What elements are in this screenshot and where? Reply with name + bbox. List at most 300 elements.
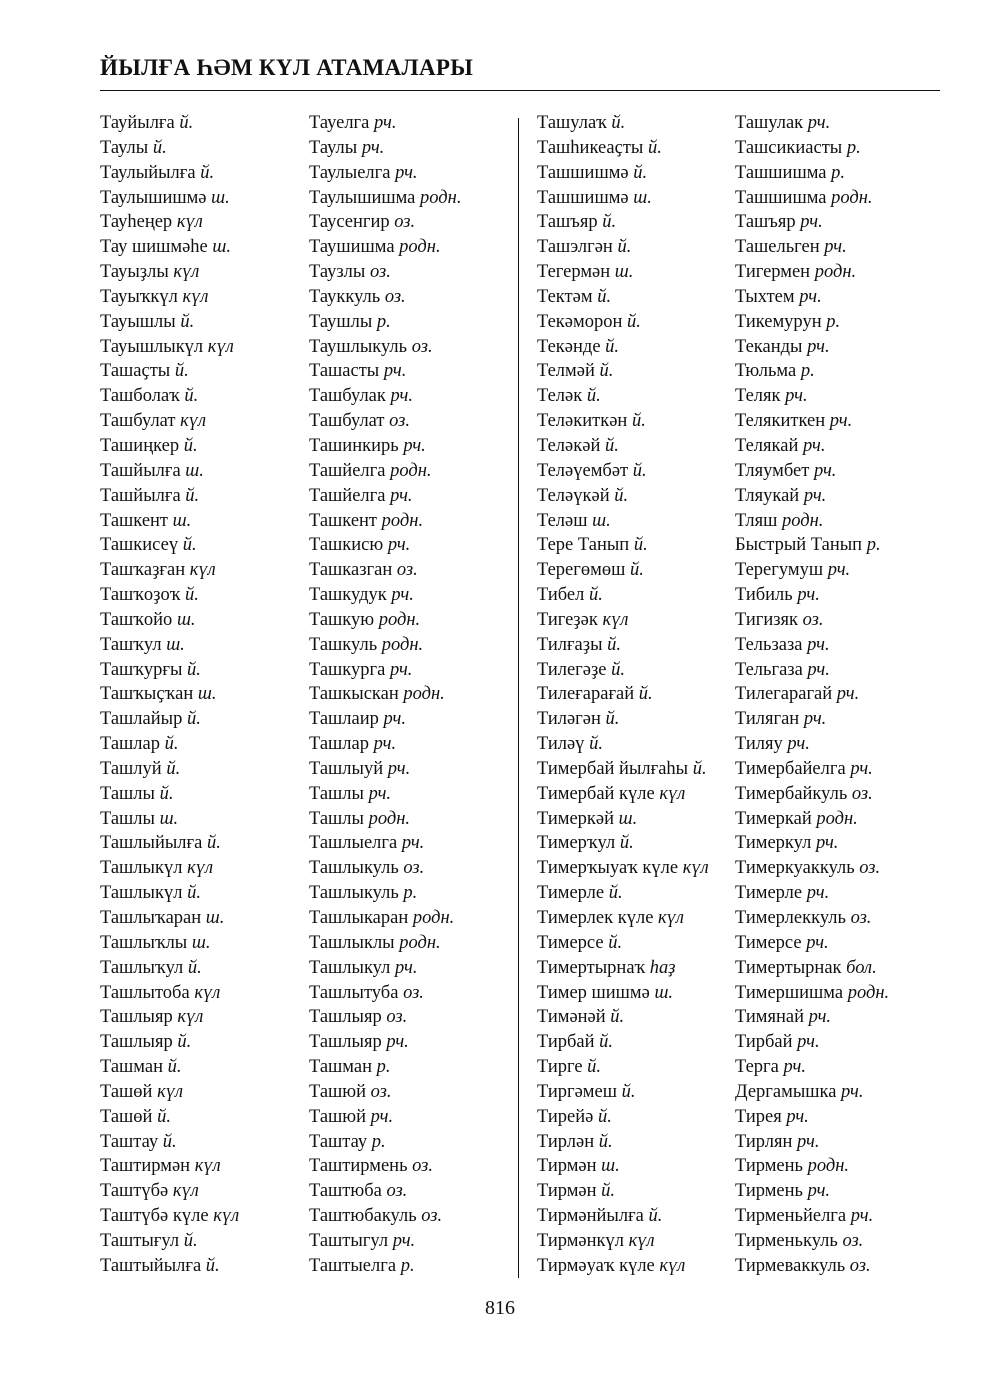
- dictionary-entry: [309, 956, 461, 981]
- entry-type-abbreviation: ш.: [614, 262, 634, 283]
- entry-type-abbreviation: рч.: [807, 659, 830, 680]
- entry-word: Тилеғарағай: [537, 684, 635, 705]
- entry-word: Тирменькуль: [735, 1230, 838, 1251]
- entry-type-abbreviation: рч.: [836, 684, 860, 705]
- bashkir-names-column-1: [100, 111, 239, 1279]
- entry-word: Тиргәмеш: [537, 1081, 617, 1102]
- entry-type-abbreviation: күл: [182, 286, 209, 307]
- entry-word: Тимерле: [735, 883, 803, 904]
- dictionary-entry: [537, 335, 709, 360]
- entry-word: Таштюба: [309, 1181, 382, 1202]
- dictionary-entry: [309, 707, 461, 732]
- entry-word: Ташбулак: [309, 386, 386, 407]
- entry-type-abbreviation: й.: [167, 1057, 182, 1078]
- dictionary-entry: [100, 186, 239, 211]
- entry-type-abbreviation: күл: [628, 1230, 655, 1251]
- entry-type-abbreviation: рч.: [390, 485, 413, 506]
- entry-type-abbreviation: оз.: [369, 262, 391, 283]
- dictionary-entry: [537, 1005, 709, 1030]
- page-number: 816: [485, 1297, 515, 1319]
- entry-word: Тимерҡыуаҡ күле: [537, 858, 679, 879]
- dictionary-entry: [100, 285, 239, 310]
- dictionary-entry: [537, 136, 709, 161]
- entry-word: Тимерлек күле: [537, 908, 654, 928]
- entry-type-abbreviation: ш.: [191, 932, 211, 953]
- dictionary-entry: [537, 558, 709, 583]
- entry-type-abbreviation: рч.: [800, 212, 823, 233]
- entry-word: Ташлыҡаран: [100, 908, 202, 928]
- dictionary-entry: [537, 434, 709, 459]
- dictionary-entry: [309, 235, 461, 260]
- entry-word: Таулы: [309, 137, 358, 158]
- entry-word: Тимербайелга: [735, 758, 846, 779]
- entry-type-abbreviation: й.: [182, 535, 197, 556]
- entry-word: Тилегәҙе: [537, 659, 607, 680]
- entry-word: Тельзаза: [735, 634, 803, 655]
- entry-word: Ташкуль: [309, 634, 378, 655]
- entry-type-abbreviation: р.: [800, 361, 815, 382]
- dictionary-entry: [735, 1130, 889, 1155]
- entry-type-abbreviation: рч.: [850, 1206, 874, 1227]
- dictionary-entry: [537, 509, 709, 534]
- dictionary-entry: [100, 1229, 239, 1254]
- entry-word: Ташлы: [309, 783, 364, 804]
- dictionary-entry: [537, 1229, 709, 1254]
- entry-type-abbreviation: рч.: [373, 734, 397, 755]
- dictionary-entry: [100, 533, 239, 558]
- entry-type-abbreviation: ш.: [212, 237, 231, 258]
- entry-type-abbreviation: ш.: [601, 1156, 620, 1177]
- entry-word: Тирлән: [537, 1131, 595, 1152]
- dictionary-entry: [100, 1130, 239, 1155]
- entry-type-abbreviation: р.: [831, 162, 845, 183]
- entry-word: Тимерсе: [537, 932, 604, 953]
- entry-type-abbreviation: оз.: [370, 1081, 392, 1102]
- entry-word: Таштау: [100, 1131, 159, 1152]
- entry-type-abbreviation: й.: [614, 485, 629, 506]
- entry-type-abbreviation: й.: [157, 1106, 171, 1127]
- entry-word: Таштау: [309, 1131, 368, 1152]
- entry-word: Ташйылға: [100, 460, 181, 481]
- entry-word: Ташлыяр: [100, 1007, 173, 1028]
- entry-word: Теләкәй: [537, 435, 601, 456]
- entry-type-abbreviation: рч.: [829, 411, 853, 432]
- entry-word: Тляукай: [735, 485, 800, 506]
- dictionary-entry: [735, 384, 889, 409]
- entry-word: Ташҡул: [100, 634, 162, 655]
- entry-type-abbreviation: ш.: [185, 460, 204, 481]
- entry-type-abbreviation: рч.: [386, 1032, 409, 1053]
- entry-word: Тимербай йылғаһы: [537, 758, 689, 779]
- entry-type-abbreviation: й.: [648, 1206, 663, 1227]
- dictionary-entry: [735, 1179, 889, 1204]
- entry-type-abbreviation: родн.: [378, 609, 421, 630]
- entry-type-abbreviation: рч.: [389, 659, 413, 680]
- entry-type-abbreviation: рч.: [361, 137, 385, 158]
- entry-type-abbreviation: й.: [608, 932, 623, 953]
- russian-names-column-2: [735, 111, 889, 1279]
- entry-type-abbreviation: оз.: [389, 411, 410, 432]
- dictionary-entry: [309, 1055, 461, 1080]
- entry-word: Тимәнәй: [537, 1007, 606, 1028]
- dictionary-entry: [735, 956, 889, 981]
- entry-word: Тиляу: [735, 734, 783, 755]
- entry-type-abbreviation: күл: [658, 908, 685, 928]
- entry-type-abbreviation: рч.: [807, 336, 830, 357]
- entry-type-abbreviation: күл: [180, 411, 207, 432]
- entry-word: Тирейә: [537, 1106, 594, 1127]
- entry-word: Ташман: [309, 1057, 372, 1078]
- dictionary-entry: [309, 285, 461, 310]
- dictionary-entry: [735, 608, 889, 633]
- entry-word: Таулыелга: [309, 162, 391, 183]
- entry-type-abbreviation: й.: [599, 361, 614, 382]
- dictionary-entry: [735, 881, 889, 906]
- entry-word: Тирмәнйылға: [537, 1206, 644, 1227]
- entry-type-abbreviation: й.: [162, 1131, 177, 1152]
- entry-word: Ташболаҡ: [100, 386, 180, 407]
- entry-word: Таушлы: [309, 311, 373, 332]
- dictionary-entry: [100, 658, 239, 683]
- dictionary-entry: [100, 707, 239, 732]
- entry-word: Ташбулат: [309, 411, 385, 432]
- entry-type-abbreviation: й.: [187, 957, 202, 978]
- entry-type-abbreviation: й.: [611, 659, 626, 680]
- entry-type-abbreviation: й.: [179, 113, 194, 133]
- dictionary-entry: [735, 161, 889, 186]
- entry-word: Теканды: [735, 336, 803, 357]
- dictionary-entry: [100, 111, 239, 136]
- dictionary-entry: [100, 732, 239, 757]
- entry-word: Ташйелга: [309, 460, 386, 481]
- entry-type-abbreviation: оз.: [394, 212, 416, 233]
- dictionary-entry: [309, 111, 461, 136]
- dictionary-entry: [309, 981, 461, 1006]
- entry-type-abbreviation: ш.: [159, 808, 179, 829]
- dictionary-entry: [309, 682, 461, 707]
- dictionary-entry: [100, 335, 239, 360]
- entry-type-abbreviation: й.: [186, 709, 201, 730]
- entry-type-abbreviation: күл: [659, 783, 686, 804]
- entry-type-abbreviation: оз.: [802, 609, 824, 630]
- dictionary-entry: [537, 682, 709, 707]
- entry-type-abbreviation: ш.: [654, 982, 674, 1003]
- entry-word: Телякиткен: [735, 411, 826, 432]
- entry-word: Таулы: [100, 137, 149, 158]
- dictionary-entry: [100, 682, 239, 707]
- entry-word: Ташлыҡлы: [100, 932, 188, 953]
- entry-word: Ташинкирь: [309, 435, 399, 456]
- entry-word: Тауышлы: [100, 311, 176, 332]
- entry-type-abbreviation: ш.: [211, 187, 230, 208]
- entry-type-abbreviation: й.: [184, 386, 199, 407]
- entry-type-abbreviation: й.: [608, 883, 623, 904]
- entry-type-abbreviation: родн.: [831, 187, 873, 208]
- entry-type-abbreviation: күл: [189, 560, 216, 581]
- entry-type-abbreviation: й.: [605, 709, 620, 730]
- entry-word: Тимеркәй: [537, 808, 615, 829]
- dictionary-entry: [309, 558, 461, 583]
- entry-word: Таушлыкуль: [309, 336, 408, 357]
- dictionary-entry: [100, 956, 239, 981]
- entry-type-abbreviation: й.: [610, 1007, 625, 1028]
- dictionary-entry: [309, 384, 461, 409]
- entry-type-abbreviation: й.: [589, 734, 603, 755]
- entry-type-abbreviation: р.: [371, 1131, 386, 1152]
- entry-type-abbreviation: күл: [176, 212, 203, 233]
- dictionary-entry: [100, 136, 239, 161]
- entry-word: Тирмень: [735, 1181, 803, 1202]
- entry-word: Ташшишмә: [537, 162, 629, 183]
- entry-type-abbreviation: й.: [587, 1057, 602, 1078]
- entry-type-abbreviation: рч.: [383, 709, 406, 730]
- dictionary-entry: [309, 1080, 461, 1105]
- entry-type-abbreviation: й.: [607, 634, 622, 655]
- entry-word: Быстрый Танып: [735, 535, 863, 556]
- entry-type-abbreviation: оз.: [849, 1255, 871, 1276]
- entry-type-abbreviation: й.: [206, 833, 221, 854]
- entry-type-abbreviation: күл: [177, 1007, 204, 1028]
- dictionary-entry: [309, 807, 461, 832]
- entry-word: Ташказган: [309, 560, 393, 581]
- entry-type-abbreviation: й.: [602, 212, 617, 233]
- entry-word: Тауккуль: [309, 286, 381, 307]
- dictionary-entry: [735, 732, 889, 757]
- entry-word: Ташулак: [735, 113, 804, 133]
- entry-type-abbreviation: рч.: [383, 361, 407, 382]
- dictionary-entry: [537, 285, 709, 310]
- dictionary-entry: [100, 782, 239, 807]
- dictionary-entry: [537, 1204, 709, 1229]
- dictionary-entry: [100, 459, 239, 484]
- entry-type-abbreviation: рч.: [395, 162, 418, 183]
- entry-word: Ташлыйылға: [100, 833, 203, 854]
- entry-word: Тимеркул: [735, 833, 812, 854]
- entry-word: Ташельген: [735, 237, 820, 258]
- dictionary-entry: [735, 136, 889, 161]
- entry-type-abbreviation: оз.: [384, 286, 406, 307]
- dictionary-entry: [100, 1154, 239, 1179]
- dictionary-entry: [100, 210, 239, 235]
- entry-type-abbreviation: родн.: [390, 460, 432, 481]
- entry-word: Терегөмөш: [537, 560, 626, 581]
- entry-word: Тилегарагай: [735, 684, 833, 705]
- entry-type-abbreviation: рч.: [803, 435, 826, 456]
- dictionary-entry: [537, 1080, 709, 1105]
- russian-names-column-1: [309, 111, 461, 1279]
- dictionary-entry: [735, 210, 889, 235]
- dictionary-entry: [100, 608, 239, 633]
- dictionary-entry: [309, 906, 461, 931]
- entry-word: Ташюй: [309, 1081, 367, 1102]
- entry-type-abbreviation: й.: [632, 460, 647, 481]
- dictionary-entry: [100, 1254, 239, 1279]
- entry-word: Тимертырнаҡ: [537, 957, 646, 978]
- dictionary-entry: [537, 1179, 709, 1204]
- dictionary-entry: [309, 459, 461, 484]
- entry-word: Теләүкәй: [537, 485, 610, 506]
- entry-type-abbreviation: й.: [621, 1081, 636, 1102]
- entry-word: Таштирмән: [100, 1156, 191, 1177]
- dictionary-entry: [100, 881, 239, 906]
- entry-type-abbreviation: рч.: [387, 758, 411, 779]
- dictionary-entry: [100, 484, 239, 509]
- dictionary-entry: [735, 807, 889, 832]
- entry-type-abbreviation: й.: [588, 585, 603, 606]
- entry-word: Ташкурга: [309, 659, 386, 680]
- dictionary-entry: [309, 931, 461, 956]
- entry-type-abbreviation: рч.: [827, 560, 851, 581]
- dictionary-entry: [100, 434, 239, 459]
- entry-type-abbreviation: оз.: [403, 982, 424, 1003]
- entry-type-abbreviation: ш.: [176, 609, 196, 630]
- entry-word: Ташөй: [100, 1106, 153, 1127]
- dictionary-entry: [537, 310, 709, 335]
- entry-type-abbreviation: күл: [173, 262, 200, 283]
- entry-word: Ташлытуба: [309, 982, 399, 1003]
- entry-word: Ташэлгән: [537, 237, 613, 258]
- entry-type-abbreviation: родн.: [399, 237, 441, 258]
- entry-type-abbreviation: й.: [177, 1032, 192, 1053]
- entry-type-abbreviation: ш.: [205, 908, 225, 928]
- dictionary-entry: [537, 1030, 709, 1055]
- entry-type-abbreviation: р.: [826, 311, 841, 332]
- dictionary-entry: [735, 707, 889, 732]
- dictionary-entry: [735, 434, 889, 459]
- entry-word: Ташлыкуль: [309, 858, 399, 879]
- entry-word: Таушишма: [309, 237, 395, 258]
- column-divider: [518, 118, 519, 1278]
- dictionary-entry: [309, 732, 461, 757]
- dictionary-entry: [537, 409, 709, 434]
- header-rule: [100, 90, 940, 91]
- dictionary-entry: [735, 757, 889, 782]
- dictionary-entry: [735, 111, 889, 136]
- entry-type-abbreviation: рч.: [813, 460, 837, 481]
- entry-word: Ташкудук: [309, 585, 387, 606]
- entry-type-abbreviation: родн.: [403, 684, 445, 705]
- dictionary-entry: [100, 409, 239, 434]
- dictionary-entry: [537, 459, 709, 484]
- entry-type-abbreviation: родн.: [782, 510, 824, 531]
- entry-word: Теләк: [537, 386, 583, 407]
- entry-word: Ташҡыҫҡан: [100, 684, 194, 705]
- dictionary-entry: [309, 409, 461, 434]
- dictionary-entry: [309, 136, 461, 161]
- entry-type-abbreviation: рч.: [815, 833, 839, 854]
- dictionary-entry: [309, 335, 461, 360]
- entry-type-abbreviation: оз.: [842, 1230, 864, 1251]
- dictionary-entry: [537, 658, 709, 683]
- entry-type-abbreviation: ш.: [592, 510, 611, 531]
- entry-type-abbreviation: рч.: [374, 113, 397, 133]
- entry-type-abbreviation: рч.: [841, 1081, 864, 1102]
- entry-type-abbreviation: оз.: [403, 858, 425, 879]
- entry-type-abbreviation: й.: [617, 237, 632, 258]
- entry-word: Тирлян: [735, 1131, 793, 1152]
- entry-type-abbreviation: оз.: [396, 560, 418, 581]
- entry-type-abbreviation: ш.: [166, 634, 185, 655]
- entry-type-abbreviation: рч.: [387, 535, 411, 556]
- entry-word: Таштирмень: [309, 1156, 408, 1177]
- entry-word: Таштыгул: [309, 1230, 389, 1251]
- dictionary-entry: [309, 186, 461, 211]
- dictionary-entry: [100, 831, 239, 856]
- entry-type-abbreviation: рч.: [797, 1131, 820, 1152]
- dictionary-entry: [735, 1254, 889, 1279]
- dictionary-entry: [309, 757, 461, 782]
- dictionary-entry: [735, 782, 889, 807]
- dictionary-entry: [309, 509, 461, 534]
- entry-word: Ташлаир: [309, 709, 379, 730]
- entry-type-abbreviation: й.: [184, 585, 199, 606]
- entry-type-abbreviation: й.: [187, 883, 201, 904]
- entry-type-abbreviation: оз.: [386, 1181, 408, 1202]
- entry-word: Ташман: [100, 1057, 163, 1078]
- entry-word: Тимерлеккуль: [735, 908, 846, 928]
- dictionary-entry: [537, 757, 709, 782]
- dictionary-entry: [100, 509, 239, 534]
- dictionary-entry: [537, 956, 709, 981]
- dictionary-entry: [735, 285, 889, 310]
- entry-type-abbreviation: й.: [164, 734, 179, 755]
- entry-type-abbreviation: родн.: [814, 262, 857, 283]
- entry-word: Таштүбә күле: [100, 1206, 209, 1227]
- entry-word: Тимерсе: [735, 932, 802, 953]
- entry-word: Тирмәуаҡ күле: [537, 1255, 655, 1276]
- entry-type-abbreviation: й.: [619, 833, 634, 854]
- entry-word: Тирмәнкүл: [537, 1230, 624, 1251]
- dictionary-entry: [309, 161, 461, 186]
- entry-type-abbreviation: й.: [166, 758, 181, 779]
- entry-type-abbreviation: й.: [598, 1131, 613, 1152]
- dictionary-entry: [735, 1030, 889, 1055]
- entry-type-abbreviation: й.: [159, 783, 174, 804]
- entry-word: Тирбай: [735, 1032, 793, 1053]
- entry-word: Тирмән: [537, 1156, 597, 1177]
- entry-word: Ташйелга: [309, 485, 386, 506]
- dictionary-entry: [537, 856, 709, 881]
- entry-word: Ташъяр: [735, 212, 796, 233]
- entry-word: Ташлар: [309, 734, 369, 755]
- dictionary-entry: [537, 732, 709, 757]
- entry-type-abbreviation: й.: [174, 361, 189, 382]
- entry-word: Ташшишма: [735, 162, 827, 183]
- dictionary-entry: [309, 210, 461, 235]
- entry-type-abbreviation: р.: [376, 311, 391, 332]
- entry-type-abbreviation: оз.: [411, 336, 433, 357]
- dictionary-entry: [735, 633, 889, 658]
- entry-word: Ташулаҡ: [537, 113, 607, 133]
- entry-type-abbreviation: рч.: [394, 957, 418, 978]
- dictionary-entry: [309, 1130, 461, 1155]
- entry-word: Терегумуш: [735, 560, 824, 581]
- dictionary-entry: [537, 1254, 709, 1279]
- entry-type-abbreviation: родн.: [816, 808, 858, 829]
- dictionary-entry: [309, 881, 461, 906]
- entry-word: Ташюй: [309, 1106, 367, 1127]
- dictionary-entry: [537, 782, 709, 807]
- entry-word: Ташшишмә: [537, 187, 629, 208]
- dictionary-entry: [309, 633, 461, 658]
- dictionary-entry: [735, 1005, 889, 1030]
- entry-word: Тирбай: [537, 1032, 595, 1053]
- entry-word: Тирмень: [735, 1156, 803, 1177]
- entry-word: Теләүембәт: [537, 460, 629, 481]
- entry-word: Дергамышка: [735, 1081, 837, 1102]
- entry-word: Таштығул: [100, 1230, 180, 1251]
- dictionary-entry: [735, 310, 889, 335]
